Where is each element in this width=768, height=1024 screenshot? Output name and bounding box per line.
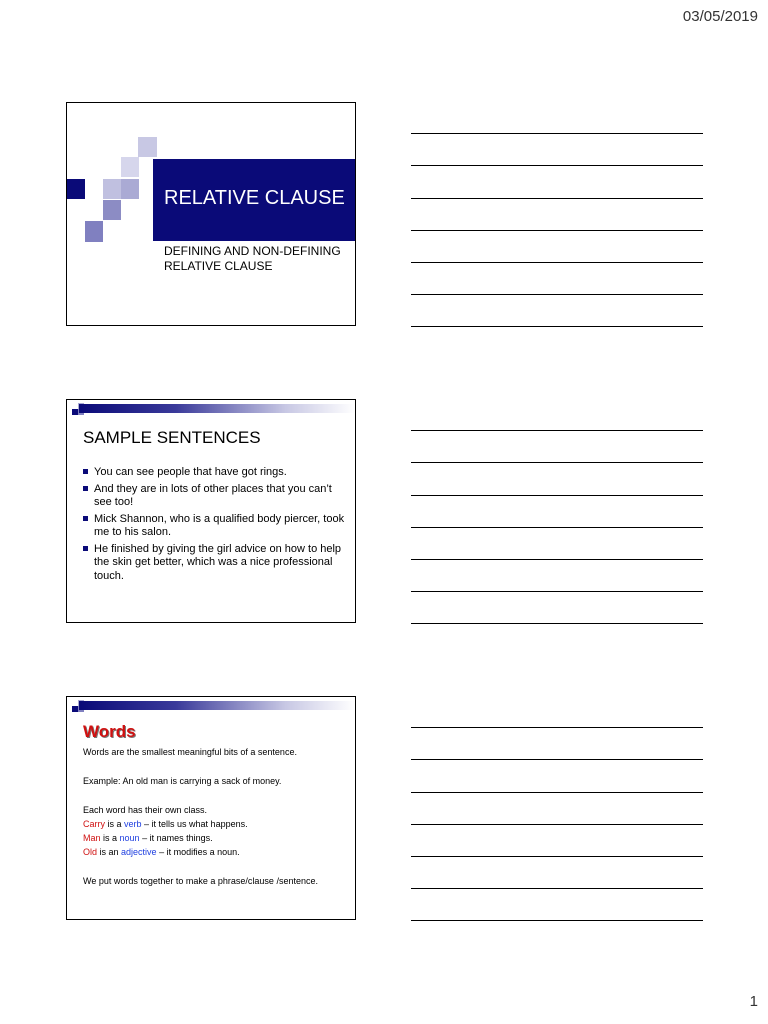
note-line (411, 462, 703, 463)
square-bullet-icon (83, 516, 88, 521)
bullet-text: You can see people that have got rings. (94, 466, 287, 478)
slide-1-thumbnail (66, 102, 356, 326)
word-class: noun (119, 833, 140, 843)
header-gradient-bar (79, 701, 355, 710)
note-line (411, 262, 703, 263)
note-line (411, 527, 703, 528)
bullet-text: He finished by giving the girl advice on how to help the skin get better, which was a nice professional touch. (94, 542, 342, 582)
note-line (411, 888, 703, 889)
decor-square (121, 179, 139, 199)
page-number: 1 (749, 993, 758, 1010)
example-text: Example: An old man is carrying a sack of money. (83, 776, 282, 786)
word-class-line (83, 817, 348, 831)
bullet-item (83, 466, 345, 480)
bullet-text: Mick Shannon, who is a qualified body piercer, took me to his salon. (94, 512, 345, 538)
word-class-line (83, 845, 348, 859)
word-class: adjective (121, 847, 157, 857)
print-date: 03/05/2019 (682, 8, 758, 25)
slide-body (83, 745, 348, 888)
note-line (411, 294, 703, 295)
connector-text: is an (97, 847, 122, 857)
note-line (411, 856, 703, 857)
decor-square (121, 157, 139, 177)
square-bullet-icon (83, 469, 88, 474)
definition-text: – it tells us what happens. (141, 819, 248, 829)
closing-text: We put words together to make a phrase/clause /sentence. (83, 876, 318, 886)
slide-2-thumbnail (66, 399, 356, 623)
bullet-item (83, 513, 345, 540)
definition-text: – it names things. (139, 833, 213, 843)
note-line (411, 591, 703, 592)
square-bullet-icon (83, 486, 88, 491)
bullet-text: And they are in lots of other places that you can’t see too! (94, 482, 332, 508)
square-bullet-icon (83, 546, 88, 551)
decor-square (138, 137, 157, 157)
word-class: verb (124, 819, 142, 829)
intro-text: Words are the smallest meaningful bits of a sentence. (83, 747, 297, 757)
slide-heading: Words (83, 722, 136, 741)
slide-subtitle: DEFINING AND NON-DEFINING RELATIVE CLAUSE (164, 244, 341, 273)
decor-square (103, 200, 121, 220)
note-line (411, 230, 703, 231)
bullet-list (83, 466, 345, 586)
note-line (411, 824, 703, 825)
bullet-item (83, 483, 345, 510)
word-class-line (83, 831, 348, 845)
word-term: Carry (83, 819, 105, 829)
note-line (411, 920, 703, 921)
note-line (411, 623, 703, 624)
decor-square (85, 221, 103, 242)
note-line (411, 133, 703, 134)
slide-heading: SAMPLE SENTENCES (83, 428, 261, 447)
note-line (411, 326, 703, 327)
bullet-item (83, 543, 345, 584)
note-line (411, 495, 703, 496)
connector-text: is a (105, 819, 125, 829)
note-line (411, 559, 703, 560)
note-line (411, 165, 703, 166)
decor-square (103, 179, 121, 199)
note-line (411, 198, 703, 199)
note-line (411, 792, 703, 793)
word-term: Man (83, 833, 101, 843)
slide-title: RELATIVE CLAUSE (164, 187, 345, 209)
header-gradient-bar (79, 404, 355, 413)
connector-text: is a (100, 833, 120, 843)
definition-text: – it modifies a noun. (156, 847, 240, 857)
note-line (411, 430, 703, 431)
note-line (411, 727, 703, 728)
word-term: Old (83, 847, 98, 857)
decor-square (67, 179, 85, 199)
note-line (411, 759, 703, 760)
slide-3-thumbnail (66, 696, 356, 920)
classes-intro-text: Each word has their own class. (83, 805, 208, 815)
